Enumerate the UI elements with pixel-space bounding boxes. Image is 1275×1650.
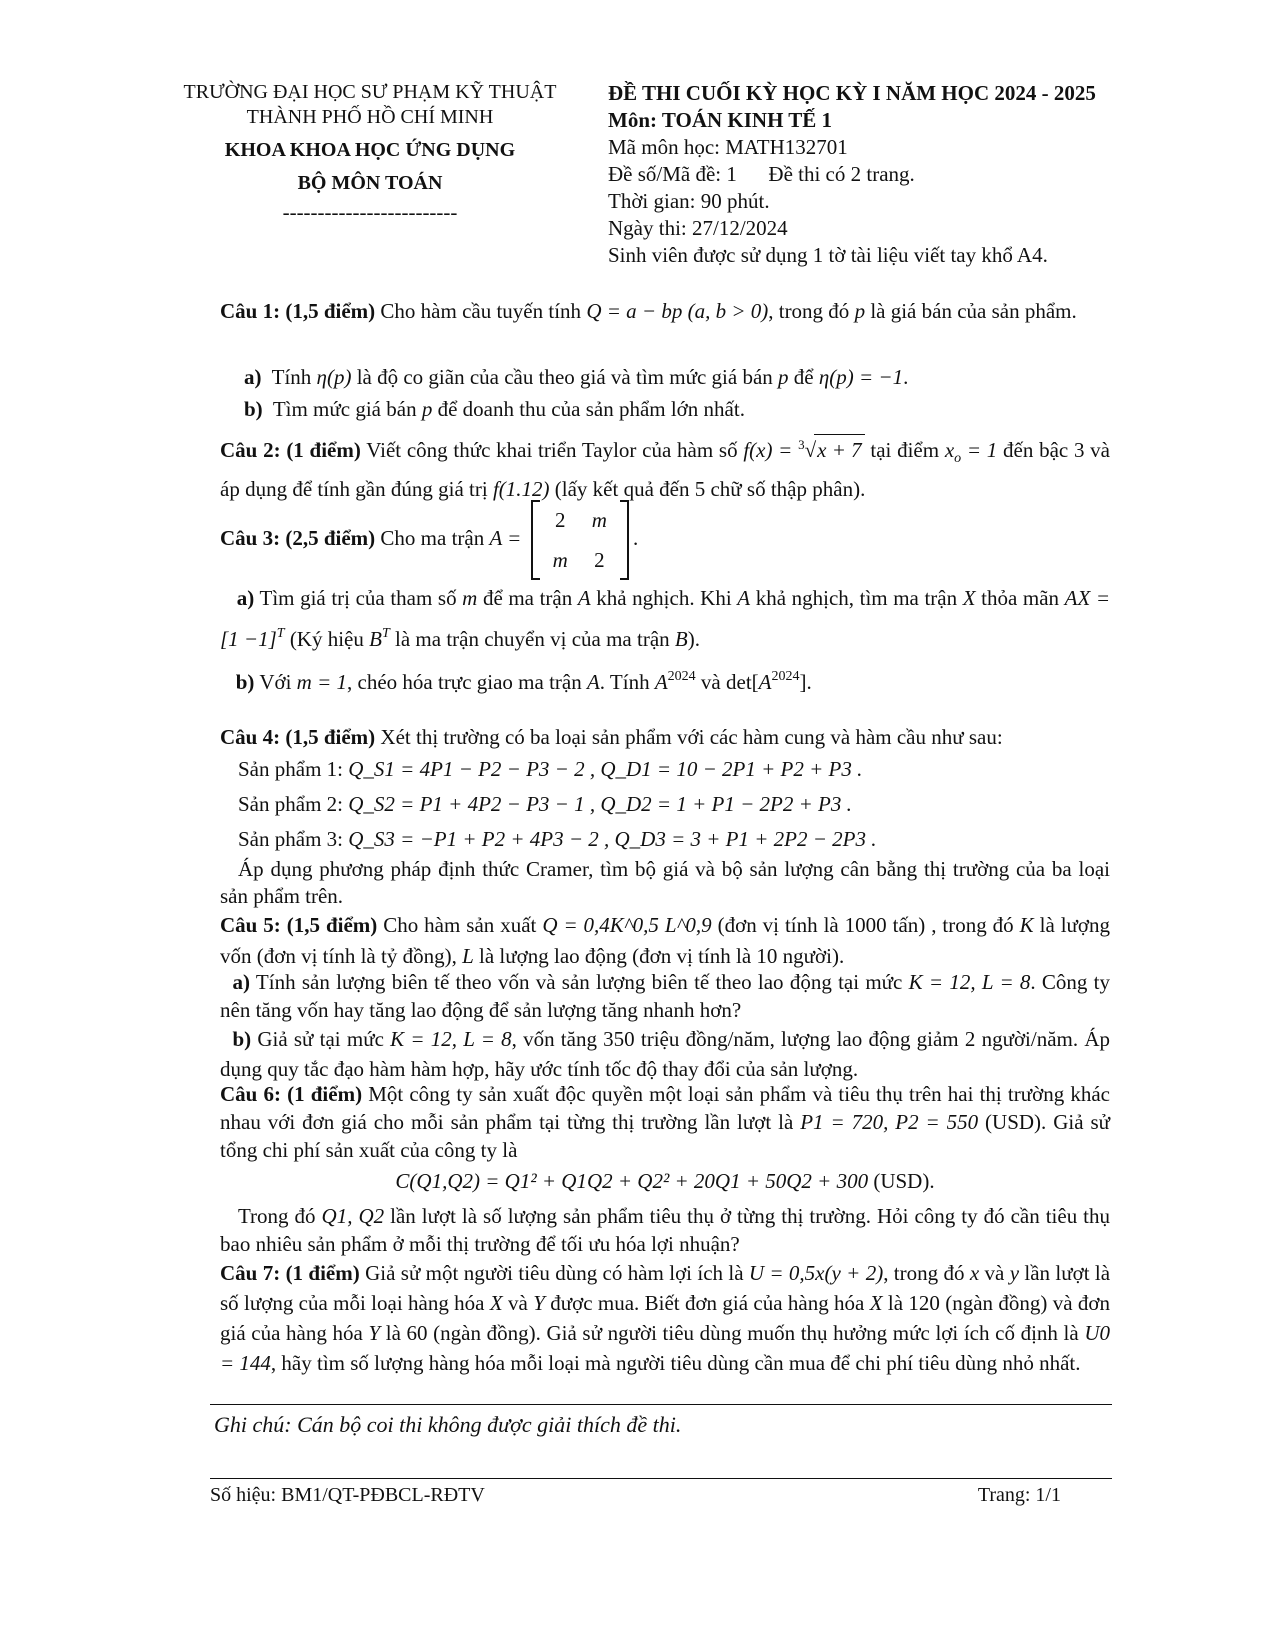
q5-text3: là lượng vốn (đơn vị tính là tỷ đồng), (220, 913, 1111, 968)
q3-A-eq: A = (489, 525, 522, 550)
question-5 (220, 910, 1110, 972)
q3b-det-end: ]. (799, 670, 812, 694)
q3b-det: det[ (726, 670, 759, 694)
q3b-label: b) (235, 670, 255, 694)
q5a-eq: K = 12, L = 8 (908, 970, 1031, 994)
q7-text4: lần lượt là số lượng của mỗi loại hàng hóa (220, 1261, 1111, 1315)
q5-part-a (220, 968, 1110, 1024)
q1-formula: Q = a − bp (a, b > 0) (586, 299, 769, 323)
q3b-m: m = 1 (296, 670, 348, 694)
q1-label: Câu 1: (220, 299, 281, 323)
q4-p2-label: Sản phẩm 2: (238, 792, 343, 816)
q3b-pow2: 2024 (771, 669, 800, 684)
matrix-cell: 2 (554, 508, 566, 532)
q7-X: X (489, 1291, 503, 1315)
q3b-A: A (586, 670, 600, 694)
q6-cost: C(Q1,Q2) = Q1² + Q1Q2 + Q2² + 20Q1 + 50Q2 + 300 (395, 1169, 869, 1193)
q5b-eq: K = 12, L = 8 (390, 1027, 512, 1051)
q1a-eq: η(p) = −1 (818, 365, 904, 389)
footer-divider (210, 1478, 1112, 1479)
q7-U0: U0 = 144 (220, 1321, 1110, 1375)
q1-intro-c: là giá bán của sản phẩm. (870, 299, 1077, 323)
q5a-label: a) (232, 970, 251, 994)
q1a-eta: η(p) (316, 365, 352, 389)
q3-part-a (220, 580, 1110, 657)
q2-x0-sub: o (954, 451, 962, 466)
footer-page: Trang: 1/1 (977, 1484, 1061, 1506)
q5-text1: Cho hàm sản xuất (383, 913, 537, 937)
q7-text7: là 120 (ngàn đồng) và đơn giá của hàng hóa (220, 1291, 1110, 1345)
q2-radicand: x + 7 (814, 434, 865, 465)
exam-code-line (608, 161, 1168, 188)
q1-part-b (244, 394, 1104, 424)
q3b-text3: . Tính (599, 670, 650, 694)
q4-p2-eq: Q_S2 = P1 + 4P2 − P3 − 1 , Q_D2 = 1 + P1 − 2P2 + P3 . (348, 792, 852, 816)
matrix-cell: m (552, 548, 568, 572)
q2-x0: x (944, 438, 955, 462)
q5-text2: (đơn vị tính là 1000 tấn) , trong đó (717, 913, 1014, 937)
q6-closing (220, 1202, 1110, 1258)
q3a-B: B (369, 627, 382, 651)
q3b-text1: Với (259, 670, 292, 694)
q5-K: K (1019, 913, 1034, 937)
header-separator: ------------------------- (282, 200, 458, 224)
q1a-text1: Tính (271, 365, 312, 389)
q3a-X: X (962, 586, 976, 610)
q5b-label: b) (232, 1027, 252, 1051)
q1-intro-b: , trong đó (768, 299, 850, 323)
q1-points: (1,5 điểm) (285, 299, 376, 323)
q1-part-a: a) Tính η(p) là độ co giãn của cầu theo giá và tìm mức giá bán p để η(p) = −1. (244, 365, 909, 389)
q1-var-p: p (854, 299, 866, 323)
q7-Y: Y (533, 1291, 545, 1315)
q3a-eq: AX = [1 −1] (220, 586, 1111, 651)
q7-points: (1 điểm) (285, 1261, 360, 1285)
question-7 (220, 1258, 1110, 1378)
q4-product-2 (238, 787, 1108, 822)
exam-title: ĐỀ THI CUỐI KỲ HỌC KỲ I NĂM HỌC 2024 - 2025 (608, 81, 1096, 105)
q3a-m: m (462, 586, 478, 610)
q3a-BT: T (381, 626, 390, 641)
q5-L: L (462, 944, 474, 968)
q5-formula: Q = 0,4K^0,5 L^0,9 (542, 913, 712, 937)
q7-X2: X (869, 1291, 883, 1315)
q7-text8: là 60 (ngàn đồng). Giả sử người tiêu dùng muốn thụ hưởng mức lợi ích cố định là (385, 1321, 1079, 1345)
q3-part-b (220, 662, 1110, 697)
q1a-p: p (778, 365, 789, 389)
question-6 (220, 1080, 1110, 1164)
q3-points: (2,5 điểm) (285, 525, 376, 550)
subject: Môn: TOÁN KINH TẾ 1 (608, 108, 833, 132)
q6-points: (1 điểm) (287, 1082, 363, 1106)
q3a-text1: Tìm giá trị của tham số (259, 586, 457, 610)
q7-text1: Giả sử một người tiêu dùng có hàm lợi ích là (365, 1261, 744, 1285)
q1b-text2: để doanh thu của sản phẩm lớn nhất. (437, 397, 745, 421)
q3a-label: a) (236, 586, 255, 610)
duration: Thời gian: 90 phút. (608, 189, 770, 213)
q3a-T: T (276, 626, 285, 641)
course-code: Mã môn học: MATH132701 (608, 135, 848, 159)
school-name-line2: THÀNH PHỐ HỒ CHÍ MINH (246, 106, 494, 128)
q7-formula: U = 0,5x(y + 2) (748, 1261, 884, 1285)
q1a-label: a) (244, 365, 262, 389)
q2-f112: f(1.12) (492, 477, 550, 501)
q7-text3: và (984, 1261, 1005, 1285)
q3a-A: A (577, 586, 591, 610)
q5a-text1: Tính sản lượng biên tế theo vốn và sản lượng biên tế theo lao động tại mức (255, 970, 903, 994)
q4-products (238, 752, 1108, 857)
q3b-text2: , chéo hóa trực giao ma trận (347, 670, 582, 694)
q3a-text5: thỏa mãn (981, 586, 1060, 610)
materials-note: Sinh viên được sử dụng 1 tờ tài liệu viết tay khổ A4. (608, 243, 1048, 267)
q3a-text2: để ma trận (482, 586, 573, 610)
q6-text4: lần lượt là số lượng sản phẩm tiêu thụ ở từng thị trường. Hỏi công ty đó cần tiêu thụ bao nhiêu sản phẩm ở mỗi thị trường để tối ưu hóa lợi nhuận? (220, 1204, 1111, 1256)
q6-cost-unit: (USD). (873, 1169, 935, 1193)
note-divider (210, 1404, 1112, 1405)
q2-text2: tại điểm (870, 438, 940, 462)
q4-p1-label: Sản phẩm 1: (238, 757, 343, 781)
q7-Y2: Y (368, 1321, 381, 1345)
q6-cost-function (220, 1166, 1110, 1196)
q5b-text2: , vốn tăng 350 triệu đồng/năm, lượng lao động giảm 2 người/năm. Áp dụng quy tắc đạo hàm hàm hợp, hãy ước tính tốc độ thay đổi của sản lượng. (220, 1027, 1111, 1081)
proctor-note: Ghi chú: Cán bộ coi thi không được giải thích đề thi. (214, 1412, 682, 1437)
q3b-pow: 2024 (667, 669, 696, 684)
header-left (160, 80, 580, 225)
q3b-A3: A (758, 670, 772, 694)
q1b-text1: Tìm mức giá bán (272, 397, 417, 421)
q2-text1: Viết công thức khai triển Taylor của hàm số (366, 438, 738, 462)
q2-label: Câu 2: (220, 438, 281, 462)
q3a-text3: khả nghịch. Khi (596, 586, 732, 610)
q5-points: (1,5 điểm) (286, 913, 378, 937)
q4-closing: Áp dụng phương pháp định thức Cramer, tìm bộ giá và bộ sản lượng cân bằng thị trường của ba loại sản phẩm trên. (220, 857, 1110, 908)
q4-product-3 (238, 822, 1108, 857)
footer-code: Số hiệu: BM1/QT-PĐBCL-RĐTV (210, 1484, 485, 1506)
q2-text4: (lấy kết quả đến 5 chữ số thập phân). (554, 477, 866, 501)
q3b-A2: A (654, 670, 668, 694)
q1a-text2: là độ co giãn của cầu theo giá và tìm mức giá bán (356, 365, 773, 389)
q4-p3-eq: Q_S3 = −P1 + P2 + 4P3 − 2 , Q_D3 = 3 + P1 + 2P2 − 2P3 . (348, 827, 877, 851)
exam-date: Ngày thi: 27/12/2024 (608, 216, 788, 240)
q3a-text6: (Ký hiệu (289, 627, 364, 651)
q3a-text7: là ma trận chuyển vị của ma trận (395, 627, 670, 651)
question-2: Câu 2: (1 điểm) Viết công thức khai triển Taylor của hàm số f(x) = $^3$√x + 7 tại điểm $x_o = 1$ đến bậc 3 và áp dụng để tính gần đúng giá trị f(1.12) (lấy kết quả đến 5 chữ số thập phân). (220, 430, 1110, 504)
q3-label: Câu 3: (220, 525, 281, 550)
q4-points: (1,5 điểm) (285, 725, 376, 749)
q1b-label: b) (244, 397, 263, 421)
q5b-text1: Giả sử tại mức (257, 1027, 384, 1051)
q6-text2: (USD). Giả sử tổng chi phí sản xuất của công ty là (220, 1110, 1111, 1162)
q4-product-1 (238, 752, 1108, 787)
q7-label: Câu 7: (220, 1261, 281, 1285)
q7-text9: , hãy tìm số lượng hàng hóa mỗi loại mà người tiêu dùng cần mua để chi phí tiêu dùng nhỏ nhất. (270, 1351, 1081, 1375)
q4-text: Xét thị trường có ba loại sản phẩm với các hàm cung và hàm cầu như sau: (380, 725, 1003, 749)
header-right (608, 80, 1168, 269)
department-name: BỘ MÔN TOÁN (297, 172, 443, 194)
q5-text4: là lượng lao động (đơn vị tính là 10 người). (479, 944, 845, 968)
q6-vars: Q1, Q2 (321, 1204, 385, 1228)
question-3: Câu 3: (2,5 điểm) Cho ma trận A = 2 m m 2 . (220, 500, 1110, 580)
exam-code: Đề số/Mã đề: 1 (608, 162, 737, 186)
q7-y: y (1009, 1261, 1020, 1285)
q3-matrix (531, 500, 629, 580)
q1a-text3: để (793, 365, 814, 389)
q7-text6: được mua. Biết đơn giá của hàng hóa (550, 1291, 865, 1315)
q3a-B2: B (674, 627, 688, 651)
q3a-text4: khả nghịch, tìm ma trận (755, 586, 958, 610)
q6-label: Câu 6: (220, 1082, 281, 1106)
q2-root-index: 3 (798, 437, 805, 452)
q5a-text2: . Công ty nên tăng vốn hay tăng lao động để sản lượng tăng nhanh hơn? (220, 970, 1111, 1022)
q4-label: Câu 4: (220, 725, 281, 749)
q1-intro: Cho hàm cầu tuyến tính (380, 299, 582, 323)
q6-text3: Trong đó (237, 1204, 316, 1228)
q7-x: x (969, 1261, 980, 1285)
q1b-p: p (421, 397, 433, 421)
matrix-cell: 2 (594, 548, 605, 572)
q6-prices: P1 = 720, P2 = 550 (800, 1110, 979, 1134)
school-name-line1: TRƯỜNG ĐẠI HỌC SƯ PHẠM KỸ THUẬT (183, 81, 557, 103)
q4-p3-label: Sản phẩm 3: (238, 827, 343, 851)
question-4 (220, 722, 1110, 752)
q2-points: (1 điểm) (286, 438, 361, 462)
q3a-end: ). (687, 627, 700, 651)
q3-text1: Cho ma trận (380, 525, 485, 550)
q4-p1-eq: Q_S1 = 4P1 − P2 − P3 − 2 , Q_D1 = 10 − 2P1 + P2 + P3 . (348, 757, 863, 781)
q3b-text4: và (700, 670, 721, 694)
pages-note: Đề thi có 2 trang. (768, 162, 915, 186)
q7-text2: , trong đó (883, 1261, 965, 1285)
q5-part-b (220, 1024, 1110, 1084)
q2-fx: f(x) = (743, 438, 799, 462)
q5-label: Câu 5: (220, 913, 281, 937)
question-1 (220, 296, 1110, 326)
q6-text1: Một công ty sản xuất độc quyền một loại sản phẩm và tiêu thụ trên hai thị trường khác nhau với đơn giá cho mỗi sản phẩm tại từng thị trường lần lượt là (220, 1082, 1110, 1134)
q3a-A2: A (737, 586, 751, 610)
q7-text5: và (508, 1291, 528, 1315)
q2-text3: đến bậc 3 và áp dụng để tính gần đúng giá trị (220, 438, 1110, 501)
q2-x0-val: = 1 (966, 438, 998, 462)
matrix-cell: m (591, 508, 607, 532)
faculty-name: KHOA KHOA HỌC ỨNG DỤNG (224, 139, 516, 161)
